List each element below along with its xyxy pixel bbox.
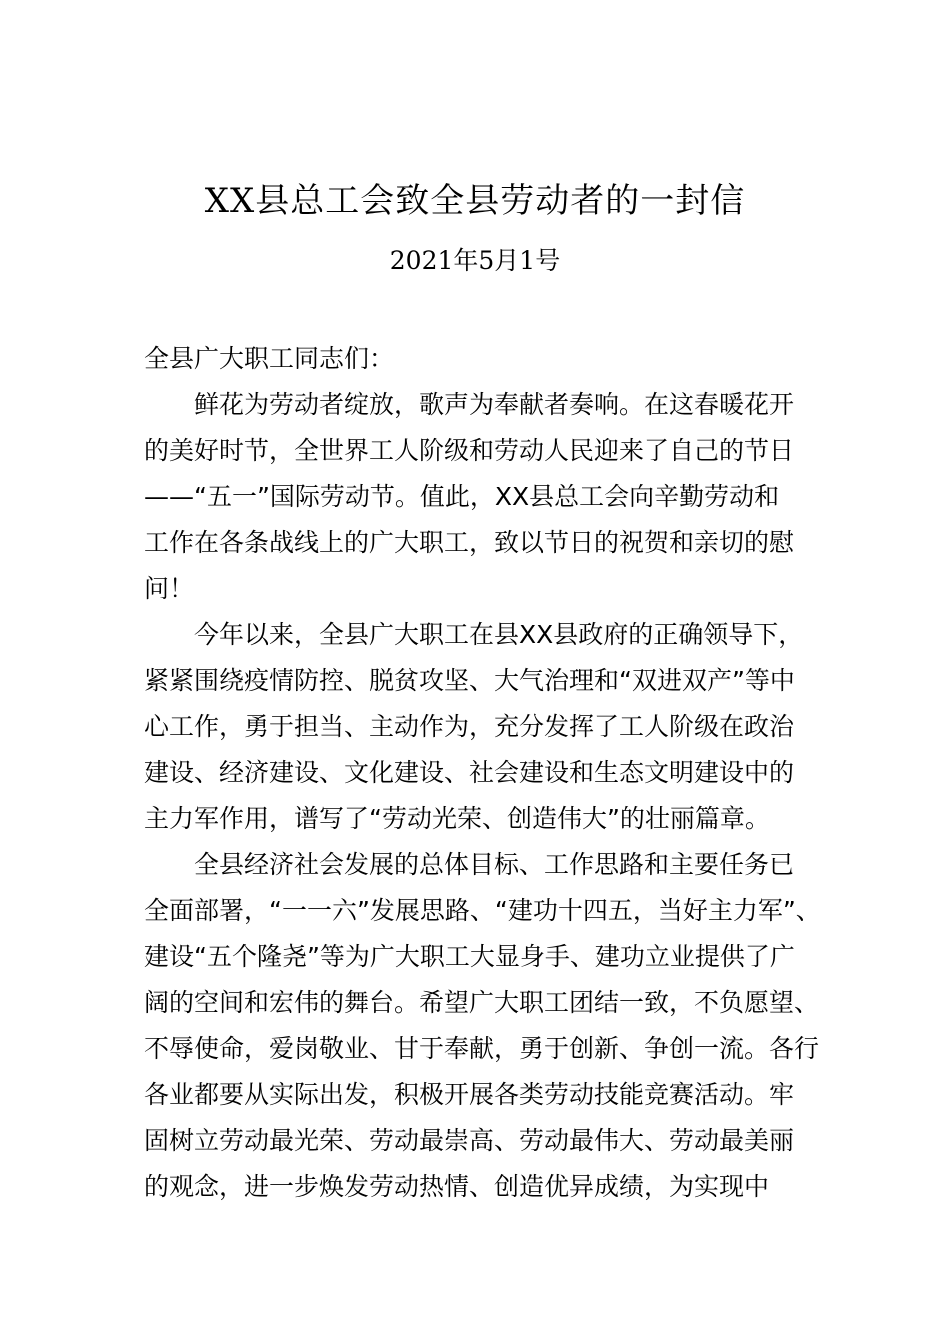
paragraph-line: 鲜花为劳动者绽放，歌声为奉献者奏响。在这春暖花开 [194,390,795,419]
paragraph-1 [144,382,824,612]
paragraph-line: 全面部署，“一一六”发展思路、“建功十四五，当好主力军”、 [144,896,821,925]
paragraph-3 [144,842,824,1210]
paragraph-line: 全县经济社会发展的总体目标、工作思路和主要任务已 [194,850,795,879]
paragraph-line: 固树立劳动最光荣、劳动最崇高、劳动最伟大、劳动最美丽 [144,1126,795,1155]
paragraph-line: 不辱使命，爱岗敬业、甘于奉献，勇于创新、争创一流。各行 [144,1034,820,1063]
paragraph-2 [144,612,824,842]
paragraph-line: 紧紧围绕疫情防控、脱贫攻坚、大气治理和“双进双产”等中 [144,666,795,695]
letter-title: XX县总工会致全县劳动者的一封信 [204,181,746,221]
paragraph-line: 各业都要从实际出发，积极开展各类劳动技能竞赛活动。牢 [144,1080,795,1109]
paragraph-line: 建设、经济建设、文化建设、社会建设和生态文明建设中的 [144,758,795,787]
paragraph-line: 阔的空间和宏伟的舞台。希望广大职工团结一致，不负愿望、 [144,988,820,1017]
paragraph-line: 的观念，进一步焕发劳动热情、创造优异成绩，为实现中 [144,1172,770,1201]
paragraph-line: ——“五一”国际劳动节。值此，XX县总工会向辛勤劳动和 [144,482,780,511]
paragraph-line: 主力军作用，谱写了“劳动光荣、创造伟大”的壮丽篇章。 [144,804,770,833]
paragraph-line: 心工作，勇于担当、主动作为，充分发挥了工人阶级在政治 [144,712,795,741]
letter-date: 2021年5月1号 [389,246,561,275]
paragraph-line: 工作在各条战线上的广大职工，致以节日的祝贺和亲切的慰 [144,528,795,557]
paragraph-line: 建设“五个隆尧”等为广大职工大显身手、建功立业提供了广 [144,942,795,971]
paragraph-line: 问！ [144,574,195,603]
paragraph-line: 的美好时节，全世界工人阶级和劳动人民迎来了自己的节日 [144,436,795,465]
salutation: 全县广大职工同志们： [144,344,395,373]
paragraph-line: 今年以来，全县广大职工在县XX县政府的正确领导下， [194,620,804,649]
